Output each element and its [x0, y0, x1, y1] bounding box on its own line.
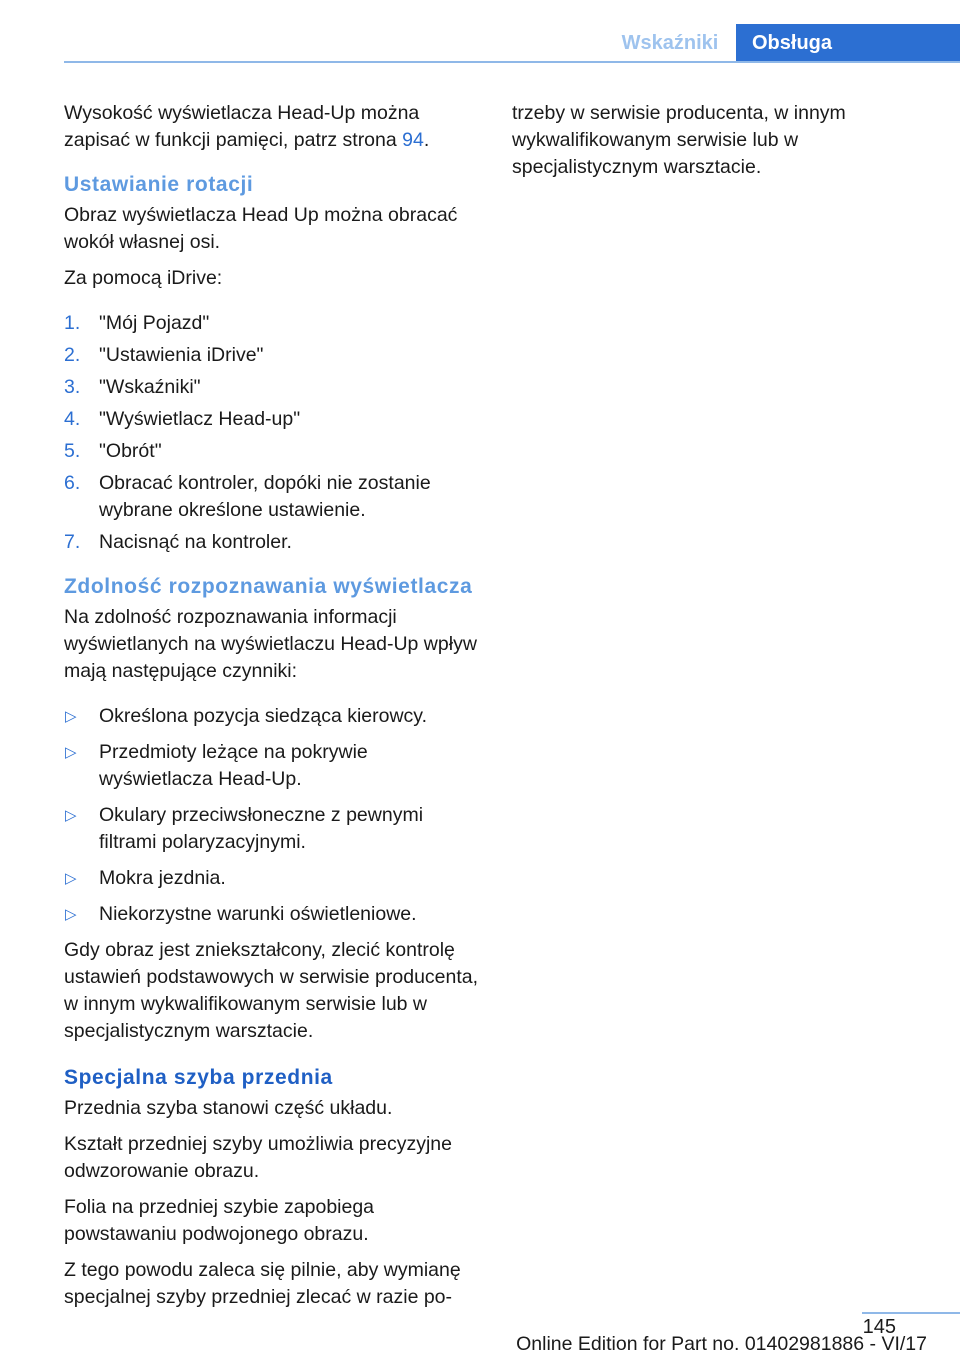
step-number: 6. — [64, 472, 81, 494]
step-number: 7. — [64, 531, 81, 553]
triangle-bullet-icon: ▷ — [65, 807, 77, 824]
recognition-paragraph: Na zdolność rozpoznawania informacji wyświetlanych na wyświetlaczu Head-Up wpływ mają następujące czynniki: — [64, 606, 477, 682]
footer-rule — [862, 1312, 960, 1314]
edition-note: Online Edition for Part no. 01402981886 - VI/17 — [516, 1333, 927, 1355]
step-text: "Wskaźniki" — [99, 376, 201, 398]
step-number: 1. — [64, 312, 81, 334]
step-text: Nacisnąć na kontroler. — [99, 531, 292, 553]
step-item — [64, 310, 480, 337]
section-tab-obsluga[interactable]: Obsługa — [736, 24, 960, 62]
windshield-paragraph-3: Folia na przedniej szybie zapobiega powstawaniu podwojonego obrazu. — [64, 1196, 375, 1245]
step-number: 5. — [64, 440, 81, 462]
triangle-bullet-icon: ▷ — [65, 906, 77, 923]
factor-item — [64, 865, 480, 892]
factor-item — [64, 802, 480, 856]
intro-text: Wysokość wyświetlacza Head-Up można zapisać w funkcji pamięci, patrz strona — [64, 102, 420, 151]
step-item — [64, 374, 480, 401]
factor-text: Niekorzystne warunki oświetleniowe. — [99, 903, 417, 925]
distorted-paragraph: Gdy obraz jest zniekształcony, zlecić kontrolę ustawień podstawowych w serwisie producenta, w innym wykwalifikowanym serwisie lub w specjalistycznym warsztacie. — [64, 939, 479, 1042]
steps-list — [64, 310, 480, 556]
windshield-paragraph-4: Z tego powodu zaleca się pilnie, aby wymianę specjalnej szyby przedniej zlecać w razie po- — [64, 1259, 461, 1308]
heading-rotation: Ustawianie rotacji — [64, 173, 254, 196]
page-link-94[interactable]: 94 — [402, 129, 424, 151]
step-number: 4. — [64, 408, 81, 430]
factor-item — [64, 901, 480, 928]
rotation-paragraph: Obraz wyświetlacza Head Up można obracać wokół własnej osi. — [64, 204, 458, 253]
step-item — [64, 529, 480, 556]
heading-windshield: Specjalna szyba przednia — [64, 1066, 333, 1089]
triangle-bullet-icon: ▷ — [65, 870, 77, 887]
header-rule — [64, 61, 960, 63]
triangle-bullet-icon: ▷ — [65, 708, 77, 725]
factor-text: Mokra jezdnia. — [99, 867, 226, 889]
step-text: "Obrót" — [99, 440, 162, 462]
page-header — [0, 0, 960, 62]
left-column — [64, 100, 480, 1320]
step-item — [64, 470, 480, 524]
factor-text: Okulary przeciwsłoneczne z pewnymi filtrami polaryzacyjnymi. — [99, 804, 424, 853]
step-text: "Wyświetlacz Head-up" — [99, 408, 301, 430]
windshield-paragraph-2: Kształt przedniej szyby umożliwia precyzyjne odwzorowanie obrazu. — [64, 1133, 452, 1182]
idrive-paragraph: Za pomocą iDrive: — [64, 267, 223, 289]
page-number: 145 — [862, 1316, 896, 1338]
continuation-paragraph: trzeby w serwisie producenta, w innym wykwalifikowanym serwisie lub w specjalistycznym warsztacie. — [512, 102, 846, 178]
heading-recognition: Zdolność rozpoznawania wyświetlacza — [64, 575, 473, 598]
step-text: "Mój Pojazd" — [99, 312, 210, 334]
factor-text: Przedmioty leżące na pokrywie wyświetlacza Head-Up. — [99, 741, 368, 790]
intro-paragraph — [64, 100, 480, 154]
section-tab-wskazniki[interactable]: Wskaźniki — [621, 32, 719, 54]
factor-item — [64, 703, 480, 730]
step-number: 2. — [64, 344, 81, 366]
step-item — [64, 438, 480, 465]
step-item — [64, 406, 480, 433]
step-text: Obracać kontroler, dopóki nie zostanie wybrane określone ustawienie. — [99, 472, 431, 521]
step-number: 3. — [64, 376, 81, 398]
factor-text: Określona pozycja siedząca kierowcy. — [99, 705, 428, 727]
intro-end: . — [423, 129, 430, 151]
right-column — [512, 100, 928, 190]
step-text: "Ustawienia iDrive" — [99, 344, 264, 366]
step-item — [64, 342, 480, 369]
triangle-bullet-icon: ▷ — [65, 744, 77, 761]
factors-list — [64, 703, 480, 928]
windshield-paragraph-1: Przednia szyba stanowi część układu. — [64, 1097, 393, 1119]
factor-item — [64, 739, 480, 793]
